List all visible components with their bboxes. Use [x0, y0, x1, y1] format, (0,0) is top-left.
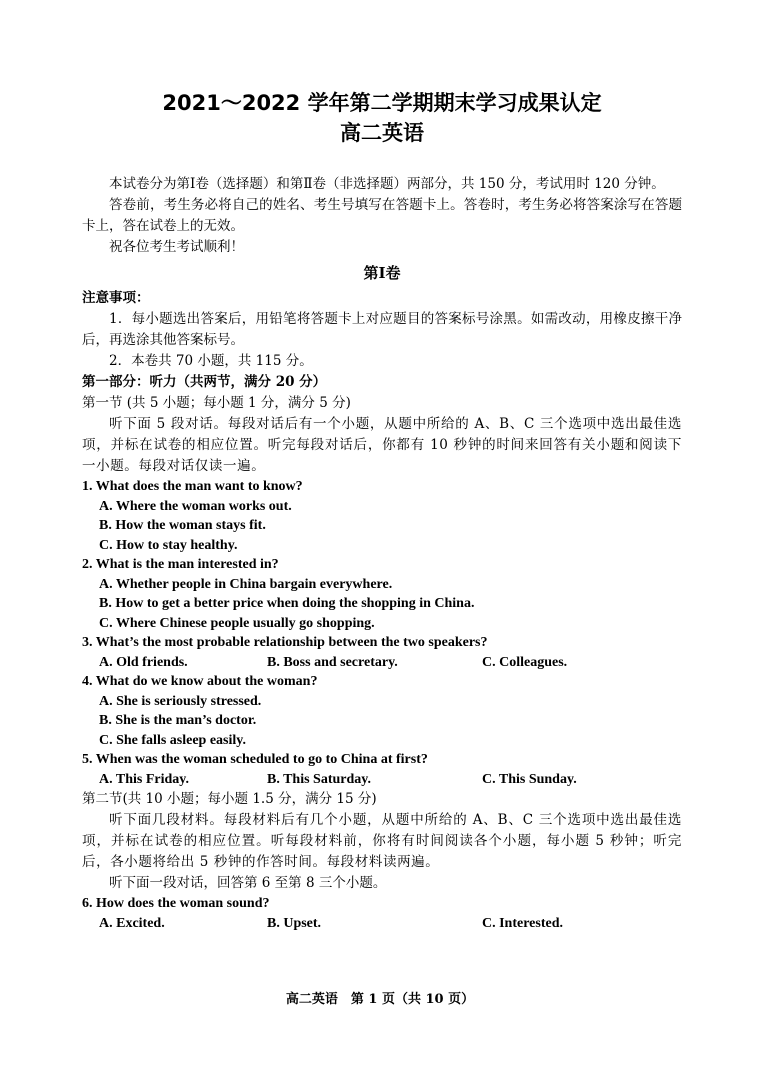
question-5: [82, 750, 682, 789]
option-a: A. She is seriously stressed.: [99, 693, 262, 709]
option-row: [82, 653, 682, 673]
intro-paragraph-3: 祝各位考生考试顺利！: [109, 239, 244, 255]
option-b: B. How to get a better price when doing the shopping in China.: [99, 596, 475, 611]
question-1: [82, 477, 682, 555]
exam-title: 2021～2022 学年第二学期期末学习成果认定: [162, 91, 602, 115]
option-row: [82, 770, 682, 790]
question-2: [82, 555, 682, 633]
option-row: [82, 914, 682, 934]
option-b: B. Boss and secretary.: [267, 654, 398, 670]
volume-heading: 第Ⅰ卷: [363, 264, 401, 282]
notes-heading: 注意事项：: [82, 290, 150, 306]
question-6: [82, 894, 682, 933]
section2-heading: 第二节(共 10 小题；每小题 1.5 分，满分 15 分): [82, 791, 377, 807]
option-a: A. Where the woman works out.: [99, 498, 292, 514]
exam-subject: 高二英语: [340, 121, 424, 145]
section1-instructions: 听下面 5 段对话。每段对话后有一个小题，从题中所给的 A、B、C 三个选项中选出最佳选项，并标在试卷的相应位置。听完每段对话后，你都有 10 秒钟的时间来回答有关小题和阅读下一小题。每段对话仅读一遍。: [82, 416, 682, 474]
option-a: A. Excited.: [99, 915, 165, 931]
section1-heading: 第一节 (共 5 小题；每小题 1 分，满分 5 分): [82, 395, 351, 411]
note-2: 2．本卷共 70 小题，共 115 分。: [109, 353, 313, 369]
page-footer: 高二英语 第 1 页（共 10 页）: [285, 992, 475, 1007]
question-stem: 3. What’s the most probable relationship between the two speakers?: [82, 635, 488, 650]
option-c: C. She falls asleep easily.: [99, 732, 247, 748]
note-1: 1．每小题选出答案后，用铅笔将答题卡上对应题目的答案标号涂黑。如需改动，用橡皮擦干净后，再选涂其他答案标号。: [82, 311, 682, 348]
option-b: B. Upset.: [267, 915, 322, 931]
question-stem: 2. What is the man interested in?: [82, 557, 279, 572]
section2-instructions: 听下面几段材料。每段材料后有几个小题，从题中所给的 A、B、C 三个选项中选出最佳选项，并标在试卷的相应位置。听每段材料前，你将有时间阅读各个小题，每小题 5 秒钟；听完后，各小题将给出 5 秒钟的作答时间。每段材料读两遍。: [82, 812, 682, 870]
option-c: C. Where Chinese people usually go shopping.: [99, 615, 375, 631]
question-stem: 4. What do we know about the woman?: [82, 674, 318, 689]
question-3: [82, 633, 682, 672]
section2-instruction-q6-8: 听下面一段对话，回答第 6 至第 8 三个小题。: [109, 875, 387, 891]
option-c: C. Colleagues.: [482, 654, 568, 670]
option-a: A. Old friends.: [99, 654, 188, 670]
option-c: C. This Sunday.: [482, 771, 577, 787]
part1-heading: 第一部分：听力（共两节，满分 20 分）: [82, 374, 327, 390]
option-b: B. This Saturday.: [267, 771, 372, 787]
question-stem: 6. How does the woman sound?: [82, 896, 270, 911]
option-b: B. How the woman stays fit.: [99, 518, 266, 533]
question-stem: 1. What does the man want to know?: [82, 479, 303, 494]
option-a: A. This Friday.: [99, 771, 189, 787]
intro-paragraph-1: 本试卷分为第Ⅰ卷（选择题）和第Ⅱ卷（非选择题）两部分，共 150 分，考试用时 120 分钟。: [109, 176, 665, 192]
intro-paragraph-2: 答卷前，考生务必将自己的姓名、考生号填写在答题卡上。答卷时，考生务必将答案涂写在答题卡上，答在试卷上的无效。: [82, 197, 682, 234]
option-a: A. Whether people in China bargain everywhere.: [99, 576, 393, 592]
option-c: C. Interested.: [482, 915, 564, 931]
question-4: [82, 672, 682, 750]
question-stem: 5. When was the woman scheduled to go to China at first?: [82, 752, 428, 767]
option-c: C. How to stay healthy.: [99, 537, 238, 553]
option-b: B. She is the man’s doctor.: [99, 713, 257, 728]
